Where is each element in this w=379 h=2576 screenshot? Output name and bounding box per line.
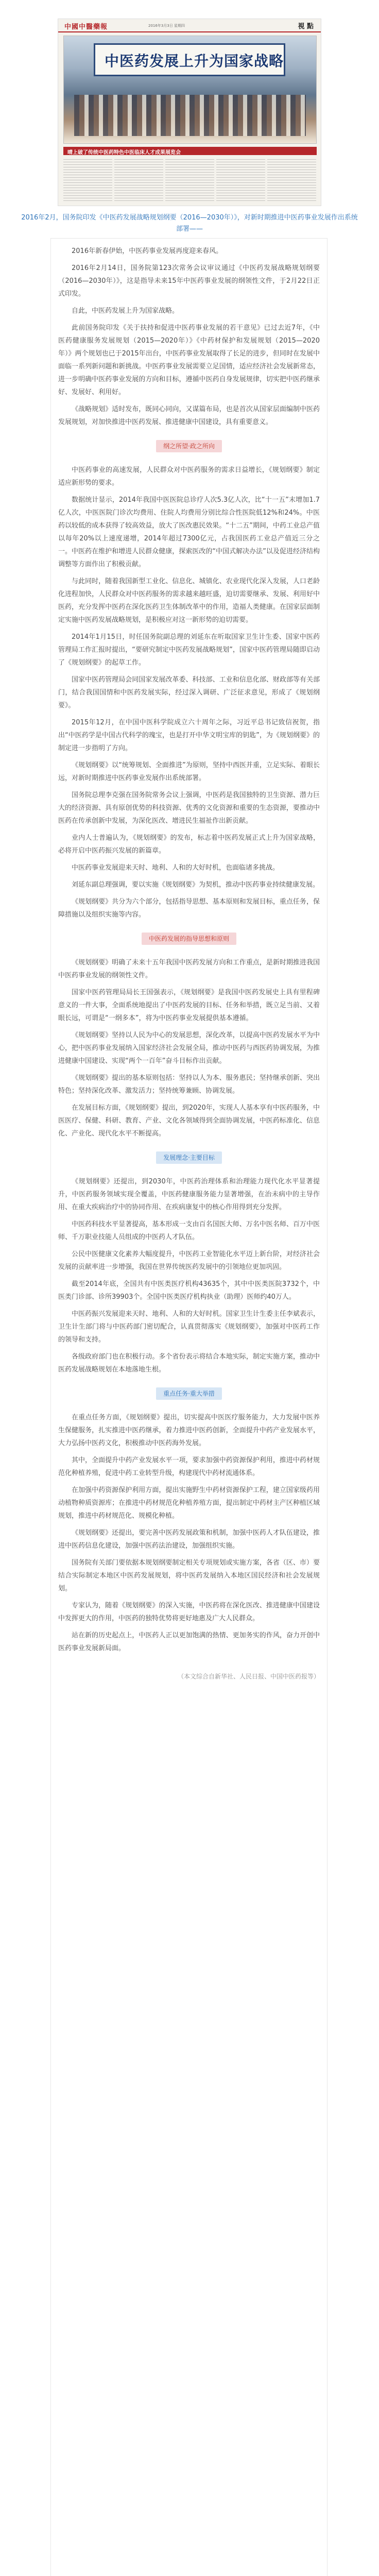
paragraph: 专家认为，随着《规划纲要》的深入实施，中医药将在深化医改、推进健康中国建设中发挥更大的作用，中医药的独特优势将更好地惠及广大人民群众。 — [58, 1602, 320, 1622]
paragraph: 2016年2月14日，国务院第123次常务会议审议通过《中医药发展战略规划纲要（2016—2030年）》，这是指导未来15年中医药事业发展的纲领性文件，于2月22日正式印发。 — [58, 264, 320, 298]
paragraph: 在重点任务方面，《规划纲要》提出，切实提高中医医疗服务能力，大力发展中医养生保健服务，扎实推进中医药继承，着力推进中医药创新，全面提升中药产业发展水平，大力弘扬中医药文化，积极推动中医药海外发展。 — [58, 1414, 320, 1447]
paragraph: 《规划纲要》还提出，要完善中医药发展政策和机制，加强中医药人才队伍建设，推进中医药信息化建设，加强中医药法治建设，加强组织实施。 — [58, 1529, 320, 1550]
section-label: 中医药发展的指导思想和原则 — [142, 933, 236, 945]
newspaper-date: 2016年3月3日 星期四 — [148, 24, 185, 28]
paragraph: 此前国务院印发《关于扶持和促进中医药事业发展的若干意见》已过去近7年，《中医药健康服务发展规划（2015—2020年）》《中药材保护和发展规划（2015—2020年）》两个规划也已于2015年出台，中医药事业发展取得了长足的进步，但同时在发展中面临一系列新问题和新挑战。中医药事业发展需要立足国情，适应经济社会发展新常态，进一步明确中医药事业发展的方向和目标，遵循中医药自身发展规律，切实把中医药继承好、发展好、利用好。 — [58, 324, 320, 396]
paragraph: 《规划纲要》共分为六个部分，包括指导思想、基本原则和发展目标，重点任务，保障措施以及组织实施等内容。 — [58, 898, 320, 919]
section-label: 纲之所望·政之所向 — [156, 440, 222, 452]
paragraph: 《规划纲要》提出的基本原则包括：坚持以人为本、服务惠民；坚持继承创新、突出特色；坚持深化改革、激发活力；坚持统筹兼顾、协调发展。 — [58, 1074, 320, 1095]
paragraph: 公民中医健康文化素养大幅度提升，中医药工业智能化水平迈上新台阶，对经济社会发展的贡献率进一步增强，我国在世界传统医药发展中的引领地位更加巩固。 — [58, 1250, 320, 1271]
paragraph: 刘延东副总理强调，要以实施《规划纲要》为契机，推动中医药事业持续健康发展。 — [72, 881, 320, 889]
paragraph: 《规划纲要》以“统筹规划、全面推进”为原则，坚持中西医并重，立足实际、着眼长远，对新时期推进中医药事业发展作出系统部署。 — [58, 761, 320, 782]
newspaper-column — [165, 159, 214, 201]
paragraph: 《规划纲要》坚持以人民为中心的发展思想，深化改革，以提高中医药发展水平为中心，把中医药事业发展纳入国家经济社会发展全局，推动中医药与西医药协调发展，为推进健康中国建设、实现“两个一百年”奋斗目标作出贡献。 — [58, 1031, 320, 1065]
paragraph: 中医药振兴发展迎来天时、地利、人和的大好时机。国家卫生计生委主任李斌表示，卫生计生部门将与中医药部门密切配合，认真贯彻落实《规划纲要》，加强对中医药工作的领导和支持。 — [58, 1310, 320, 1344]
paragraph: 中医药科技水平显著提高，基本形成一支由百名国医大师、万名中医名师、百万中医师、千万职业技能人员组成的中医药人才队伍。 — [58, 1221, 320, 1241]
paragraph: 自此，中医药发展上升为国家战略。 — [72, 307, 179, 315]
photo-people — [74, 95, 306, 136]
paragraph: 与此同时，随着我国新型工业化、信息化、城镇化、农业现代化深入发展，人口老龄化进程加快，人民群众对中医药服务的需求越来越旺盛，迫切需要继承、发展、利用好中医药，充分发挥中医药在深化医药卫生体制改革中的作用，造福人类健康。在国家层面制定实施中医药发展战略规划，是积极应对这一新形势的迫切需要。 — [58, 578, 320, 624]
paragraph: 其中，全面提升中药产业发展水平一项，要求加强中药资源保护利用，推进中药材规范化种植养殖，促进中药工业转型升级，构建现代中药材流通体系。 — [58, 1456, 320, 1477]
paragraph: 国家中医药管理局会同国家发展改革委、科技部、工业和信息化部、财政部等有关部门，结合我国国情和中医药发展实际，经过深入调研、广泛征求意见，形成了《规划纲要》。 — [58, 676, 320, 709]
intro-text: 2016年2月，国务院印发《中医药发展战略规划纲要（2016—2030年）》，对新时期推进中医药事业发展作出系统部署—— — [21, 214, 358, 233]
paragraph: 中医药事业的高速发展，人民群众对中医药服务的需求日益增长，《规划纲要》制定适应新形势的要求。 — [58, 466, 320, 487]
paragraph: 2015年12月，在中国中医科学院成立六十周年之际，习近平总书记致信祝贺，指出“中医药学是中国古代科学的瑰宝，也是打开中华文明宝库的钥匙”，为《规划纲要》的制定进一步指明了方向。 — [58, 719, 320, 752]
newspaper-image — [58, 19, 321, 206]
article-body — [50, 238, 328, 2576]
newspaper-column — [267, 159, 316, 201]
paragraph: 《战略规划》适时发布，既同心同向，又谋篇布局，也是首次从国家层面编制中医药发展规划，对加快推进中医药发展、推进健康中国建设，具有重要意义。 — [58, 405, 320, 426]
source-note: （本文综合自新华社、人民日报、中国中医药报等） — [177, 1673, 320, 1680]
section-label: 重点任务·重大举措 — [156, 1387, 222, 1400]
paragraph: 国务院有关部门要依据本规划纲要制定相关专项规划或实施方案，各省（区、市）要结合实际制定本地区中医药发展规划，将中医药发展纳入本地区国民经济和社会发展规划。 — [58, 1559, 320, 1592]
paragraph: 在加强中药资源保护利用方面，提出实施野生中药材资源保护工程，建立国家级药用动植物种质资源库；在推进中药材规范化种植养殖方面，提出制定中药材主产区种植区域规划，推进中药材规范化、规模化种植。 — [58, 1486, 320, 1520]
newspaper-column — [216, 159, 265, 201]
paragraph: 中医药事业发展迎来天时、地利、人和的大好时机，也面临诸多挑战。 — [72, 864, 280, 872]
paragraph: 国家中医药管理局局长王国强表示，《规划纲要》是我国中医药发展史上具有里程碑意义的一件大事，全面系统地提出了中医药发展的目标、任务和举措，既立足当前、又着眼长远，可谓是“一纲多本”，将为中医药事业发展提供基本遵循。 — [58, 989, 320, 1022]
newspaper-columns — [63, 159, 317, 201]
paragraph: 业内人士普遍认为，《规划纲要》的发布，标志着中医药发展正式上升为国家战略，必将开启中医药振兴发展的新篇章。 — [58, 834, 320, 855]
paragraph: 国务院总理李克强在国务院常务会议上强调，中医药是我国独特的卫生资源、潜力巨大的经济资源、具有原创优势的科技资源、优秀的文化资源和重要的生态资源，要推动中医药在传承创新中发展，为深化医改、增进民生福祉作出新贡献。 — [58, 791, 320, 825]
newspaper-column — [63, 159, 112, 201]
paragraph: 截至2014年底，全国共有中医类医疗机构43635个，其中中医类医院3732个，中医类门诊部、诊所39903个。全国中医类医疗机构执业（助理）医师约40万人。 — [58, 1280, 320, 1301]
newspaper-column — [114, 159, 163, 201]
newspaper-masthead — [58, 19, 321, 32]
paragraph: 站在新的历史起点上，中医药人正以更加饱满的热情、更加务实的作风，奋力开创中医药事业发展新局面。 — [58, 1632, 320, 1652]
newspaper-logo: 中國中醫藥報 — [64, 23, 108, 31]
paragraph: 2014年1月15日，时任国务院副总理的刘延东在听取国家卫生计生委、国家中医药管理局工作汇报时提出，“要研究制定中医药发展战略规划”，国家中医药管理局随即启动了《规划纲要》的起草工作。 — [58, 633, 320, 667]
section-label: 发展理念·主要目标 — [156, 1151, 222, 1164]
headline-banner — [94, 43, 285, 76]
newspaper-photo — [63, 36, 317, 144]
paragraph: 2016年新春伊始，中医药事业发展再度迎来春风。 — [72, 247, 223, 255]
paragraph: 《规划纲要》明确了未来十五年我国中医药发展方向和工作重点，是新时期推进我国中医药事业发展的纲领性文件。 — [58, 959, 320, 979]
newspaper-caption: 晴上破了传统中医药特色中医临床人才成果展览会 — [63, 147, 317, 155]
paragraph: 数据统计显示，2014年我国中医医院总诊疗人次5.3亿人次，比“十一五”末增加1.7亿人次，中医医院门诊次均费用、住院人均费用分别比综合性医院低12%和24%。中医药以较低的成本获得了较高效益，放大了医改惠民效果。“十二五”期间，中药工业总产值以每年20%以上速度递增，2014年超过7300亿元，占我国医药工业总产值近三分之一。中医药在维护和增进人民群众健康，探索医改的“中国式解决办法”以及促进经济结构调整等方面作出了积极贡献。 — [58, 496, 320, 568]
paragraph: 各级政府部门也在积极行动。多个省份表示将结合本地实际，制定实施方案，推动中医药发展战略规划在本地落地生根。 — [58, 1353, 320, 1374]
paragraph: 《规划纲要》还提出，到2030年，中医药治理体系和治理能力现代化水平显著提升，中医药服务领域实现全覆盖，中医药健康服务能力显著增强，在治未病中的主导作用、在重大疾病治疗中的协同作用、在疾病康复中的核心作用得到充分发挥。 — [58, 1178, 320, 1211]
newspaper-section: 視 點 — [298, 23, 314, 30]
paragraph: 在发展目标方面，《规划纲要》提出，到2020年，实现人人基本享有中医药服务，中医医疗、保健、科研、教育、产业、文化各领域得到全面协调发展，中医药标准化、信息化、产业化、现代化水平不断提高。 — [58, 1104, 320, 1138]
newspaper-headline: 中医药发展上升为国家战略 — [105, 53, 284, 70]
